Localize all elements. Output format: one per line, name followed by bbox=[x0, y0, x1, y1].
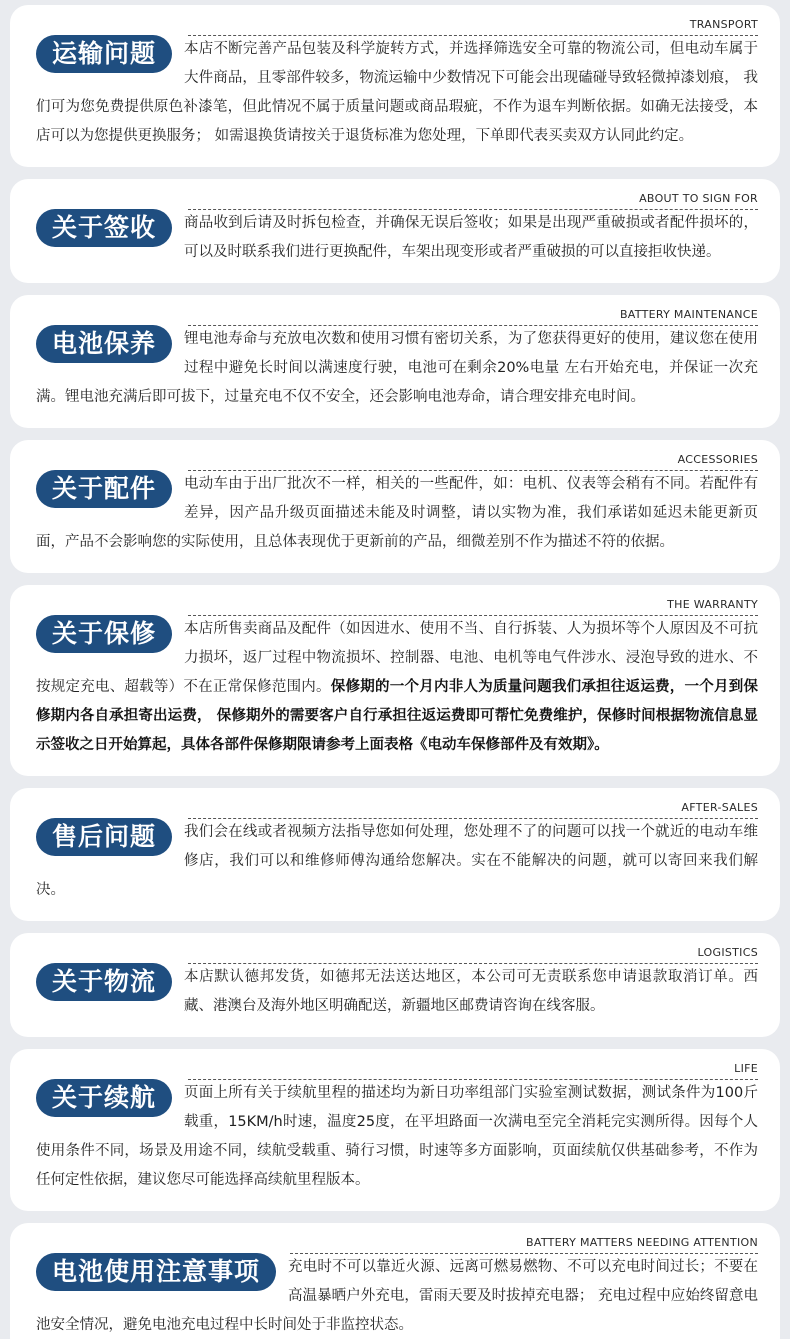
divider bbox=[188, 325, 758, 326]
section-tag: LIFE bbox=[734, 1062, 758, 1075]
section-paragraph: 电动车由于出厂批次不一样，相关的一些配件，如：电机、仪表等会稍有不同。若配件有差异，因产品升级页面描述未能及时调整，请以实物为准，我们承诺如延迟未能更新页面，产品不会影响您的实际使用，且总体表现优于更新前的产品，细微差别不作为描述不符的依据。 bbox=[36, 476, 758, 550]
section-tag: BATTERY MAINTENANCE bbox=[619, 308, 758, 321]
section-battery-maintenance bbox=[10, 295, 780, 428]
divider bbox=[188, 963, 758, 964]
divider bbox=[188, 209, 758, 210]
section-transport bbox=[10, 5, 780, 167]
section-title: 电池保养 bbox=[36, 325, 172, 363]
section-title: 售后问题 bbox=[36, 818, 172, 856]
section-tag: LOGISTICS bbox=[697, 946, 758, 959]
section-paragraph: 本店不断完善产品包装及科学旋转方式，并选择筛选安全可靠的物流公司，但电动车属于大件商品，且零部件较多，物流运输中少数情况下可能会出现磕碰导致轻微掉漆划痕， 我们可为您免费提供原色补漆笔，但此情况不属于质量问题或商品瑕疵，不作为退车判断依据。如确无法接受，本店可以为您提供更换服务； 如需退换货请按关于退货标准为您处理，下单即代表买卖双方认同此约定。 bbox=[36, 41, 758, 144]
section-paragraph: 锂电池寿命与充放电次数和使用习惯有密切关系，为了您获得更好的使用，建议您在使用过程中避免长时间以满速度行驶，电池可在剩余20%电量 左右开始充电，并保证一次充满。锂电池充满后即可拔下，过量充电不仅不安全，还会影响电池寿命，请合理安排充电时间。 bbox=[36, 331, 758, 405]
section-sign-for bbox=[10, 179, 780, 283]
section-paragraph: 本店所售卖商品及配件（如因进水、使用不当、自行拆装、人为损坏等个人原因及不可抗力损坏，返厂过程中物流损坏、控制器、电池、电机等电气件涉水、浸泡导致的进水、不按规定充电、超载等）不在正常保修范围内。 bbox=[36, 621, 758, 695]
divider bbox=[290, 1253, 758, 1254]
section-paragraph: 商品收到后请及时拆包检查，并确保无误后签收；如果是出现严重破损或者配件损坏的，可以及时联系我们进行更换配件，车架出现变形或者严重破损的可以直接拒收快递。 bbox=[184, 215, 758, 260]
section-body bbox=[36, 947, 758, 1021]
section-title: 运输问题 bbox=[36, 35, 172, 73]
section-paragraph: 本店默认德邦发货，如德邦无法送达地区，本公司可无责联系您申请退款取消订单。西藏、港澳台及海外地区明确配送，新疆地区邮费请咨询在线客服。 bbox=[184, 969, 758, 1014]
section-tag: ACCESSORIES bbox=[677, 453, 758, 466]
section-warranty bbox=[10, 585, 780, 776]
section-accessories bbox=[10, 440, 780, 573]
section-body bbox=[36, 599, 758, 760]
section-body bbox=[36, 19, 758, 151]
divider bbox=[188, 35, 758, 36]
divider bbox=[188, 1079, 758, 1080]
section-tag: BATTERY MATTERS NEEDING ATTENTION bbox=[526, 1236, 758, 1249]
section-tag: AFTER-SALES bbox=[681, 801, 758, 814]
section-title: 关于物流 bbox=[36, 963, 172, 1001]
divider bbox=[188, 615, 758, 616]
section-title: 关于续航 bbox=[36, 1079, 172, 1117]
section-battery-attention bbox=[10, 1223, 780, 1339]
section-paragraph: 充电时不可以靠近火源、远离可燃易燃物、不可以充电时间过长；不要在高温暴晒户外充电，雷雨天要及时拔掉充电器； 充电过程中应始终留意电池安全情况，避免电池充电过程中长时间处于非监控状态。 bbox=[36, 1259, 758, 1333]
section-paragraph-bold: 保修期的一个月内非人为质量问题我们承担往返运费，一个月到保修期内各自承担寄出运费， 保修期外的需要客户自行承担往返运费即可帮忙免费维护，保修时间根据物流信息显示签收之日开始算起，具体各部件保修期限请参考上面表格《电动车保修部件及有效期》。 bbox=[36, 679, 759, 753]
section-tag: TRANSPORT bbox=[689, 18, 758, 31]
section-title: 关于配件 bbox=[36, 470, 172, 508]
section-logistics bbox=[10, 933, 780, 1037]
section-title: 关于签收 bbox=[36, 209, 172, 247]
section-tag: ABOUT TO SIGN FOR bbox=[639, 192, 758, 205]
section-after-sales bbox=[10, 788, 780, 921]
section-paragraph: 页面上所有关于续航里程的描述均为新日功率组部门实验室测试数据，测试条件为100斤载重，15KM/h时速，温度25度，在平坦路面一次满电至完全消耗完实测所得。因每个人使用条件不同，场景及用途不同，续航受载重、骑行习惯，时速等多方面影响，页面续航仅供基础参考，不作为任何定性依据，建议您尽可能选择高续航里程版本。 bbox=[36, 1085, 758, 1188]
divider bbox=[188, 818, 758, 819]
section-body bbox=[36, 1063, 758, 1195]
section-tag: THE WARRANTY bbox=[667, 598, 758, 611]
section-title: 电池使用注意事项 bbox=[36, 1253, 276, 1291]
section-range bbox=[10, 1049, 780, 1211]
divider bbox=[188, 470, 758, 471]
section-title: 关于保修 bbox=[36, 615, 172, 653]
section-paragraph: 我们会在线或者视频方法指导您如何处理，您处理不了的问题可以找一个就近的电动车维修店，我们可以和维修师傅沟通给您解决。实在不能解决的问题，就可以寄回来我们解决。 bbox=[36, 824, 758, 898]
